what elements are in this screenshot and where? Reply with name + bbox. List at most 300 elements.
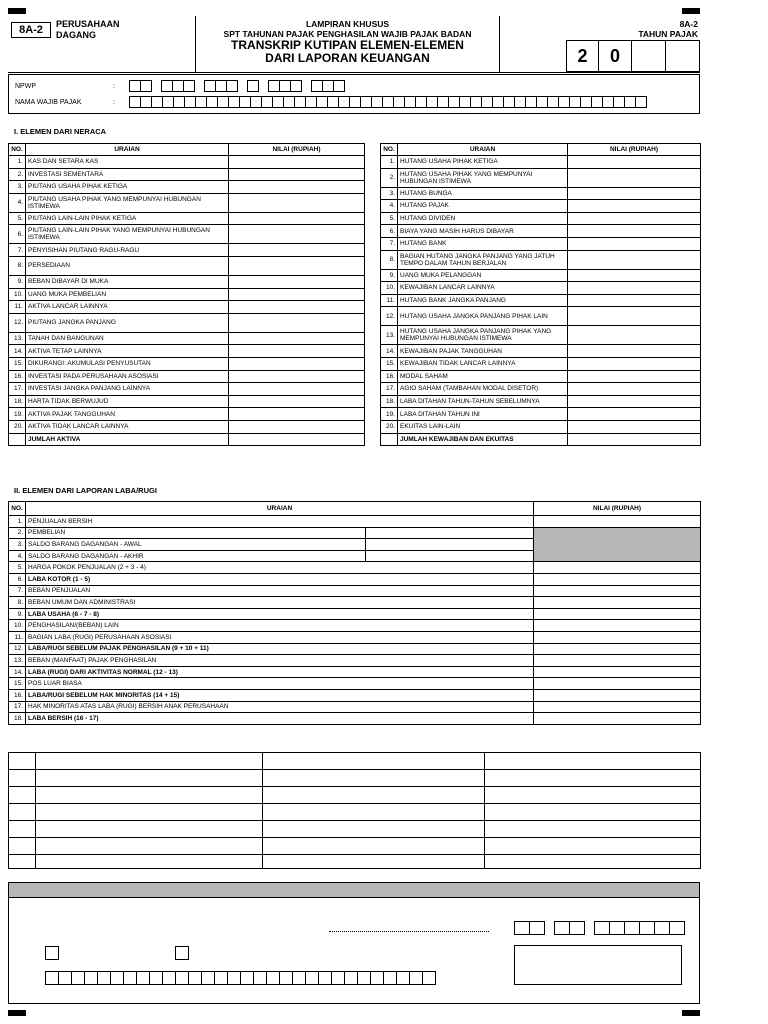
- liabilities-row-number: 3.: [381, 187, 398, 200]
- grid-cell[interactable]: [263, 770, 485, 787]
- income-row-value-input[interactable]: [534, 585, 701, 597]
- income-row-value-input[interactable]: [534, 573, 701, 585]
- declarant-name-char-box-27[interactable]: [383, 971, 397, 985]
- assets-row-label: PIUTANG USAHA PIHAK KETIGA: [26, 181, 229, 194]
- date-digit-box-7[interactable]: [624, 921, 640, 935]
- liabilities-row: [381, 370, 701, 383]
- assets-row-label: PENYISIHAN PIUTANG RAGU-RAGU: [26, 244, 229, 257]
- liabilities-row: [381, 433, 701, 446]
- grid-cell: [9, 753, 36, 770]
- income-row-number: 8.: [9, 597, 26, 609]
- income-row-value-input[interactable]: [534, 631, 701, 643]
- npwp-digit-box-12[interactable]: [290, 80, 302, 92]
- grid-cell[interactable]: [485, 770, 701, 787]
- income-row: [9, 631, 701, 643]
- tax-year-boxes[interactable]: [566, 40, 700, 72]
- income-row-label: BEBAN PENJUALAN: [26, 585, 534, 597]
- income-row: [9, 655, 701, 667]
- grid-row: [9, 821, 701, 838]
- liabilities-row-value-input[interactable]: [568, 156, 701, 169]
- liabilities-row-number: 7.: [381, 237, 398, 250]
- grid-cell[interactable]: [36, 804, 263, 821]
- income-row-value-input[interactable]: [534, 516, 701, 528]
- registration-mark-top-right: [682, 8, 700, 14]
- declarant-name-char-box-20[interactable]: [292, 971, 306, 985]
- grid-cell[interactable]: [263, 804, 485, 821]
- liabilities-row-number: 14.: [381, 345, 398, 358]
- liabilities-row-number: 10.: [381, 282, 398, 295]
- declarant-name-char-box-1[interactable]: [45, 971, 59, 985]
- taxpayer-name-char-box-47[interactable]: [635, 96, 647, 108]
- company-type-line-2: DAGANG: [56, 30, 96, 40]
- assets-row-value-input[interactable]: [229, 301, 365, 314]
- assets-row-label: PERSEDIAAN: [26, 256, 229, 275]
- year-box-4[interactable]: [666, 40, 700, 72]
- declarant-name-char-box-25[interactable]: [357, 971, 371, 985]
- liabilities-row-label: KEWAJIBAN LANCAR LAINNYA: [398, 282, 568, 295]
- year-box-3[interactable]: [632, 40, 666, 72]
- grid-cell[interactable]: [9, 855, 36, 869]
- assets-row-value-input[interactable]: [229, 395, 365, 408]
- income-row-value-input: [534, 539, 701, 551]
- grid-cell[interactable]: [36, 787, 263, 804]
- income-row-number: 10.: [9, 620, 26, 632]
- income-row-label: BEBAN (MANFAAT) PAJAK PENGHASILAN: [26, 655, 534, 667]
- liabilities-row-value-input[interactable]: [568, 282, 701, 295]
- assets-row-value-input[interactable]: [229, 383, 365, 396]
- form-code-right-block: [568, 19, 698, 39]
- income-row-label: HAK MINORITAS ATAS LABA (RUGI) BERSIH ANAK PERUSAHAAN: [26, 701, 534, 713]
- declarant-name-char-box-6[interactable]: [110, 971, 124, 985]
- declarant-name-char-box-13[interactable]: [201, 971, 215, 985]
- liabilities-row-value-input[interactable]: [568, 345, 701, 358]
- income-row-value-input[interactable]: [534, 678, 701, 690]
- place-dotted-line[interactable]: [329, 931, 489, 932]
- assets-row: [9, 156, 365, 169]
- liabilities-row-value-input[interactable]: [568, 433, 701, 446]
- grid-row: [9, 753, 701, 770]
- form-title: [196, 19, 499, 65]
- income-row-value-input[interactable]: [534, 597, 701, 609]
- registration-mark-bottom-right: [682, 1010, 700, 1016]
- liabilities-row: [381, 326, 701, 345]
- assets-row-label: AKTIVA TETAP LAINNYA: [26, 345, 229, 358]
- grid-cell[interactable]: [485, 838, 701, 855]
- assets-row-value-input[interactable]: [229, 408, 365, 421]
- assets-row-number: [9, 433, 26, 446]
- income-row: [9, 550, 701, 562]
- title-line-4: DARI LAPORAN KEUANGAN: [265, 51, 430, 65]
- declarant-name-char-box-16[interactable]: [240, 971, 254, 985]
- declarant-name-char-box-29[interactable]: [409, 971, 423, 985]
- liabilities-row-value-input[interactable]: [568, 370, 701, 383]
- assets-row: [9, 301, 365, 314]
- liabilities-row-value-input[interactable]: [568, 383, 701, 396]
- liabilities-row: [381, 345, 701, 358]
- liabilities-row-label: UANG MUKA PELANGGAN: [398, 269, 568, 282]
- liabilities-row-number: 16.: [381, 370, 398, 383]
- declarant-name-char-box-3[interactable]: [71, 971, 85, 985]
- assets-row-value-input[interactable]: [229, 275, 365, 288]
- income-row-label: BEBAN UMUM DAN ADMINISTRASI: [26, 597, 534, 609]
- declarant-name-char-box-8[interactable]: [136, 971, 150, 985]
- assets-row: [9, 275, 365, 288]
- income-row-label: LABA USAHA (6 - 7 - 8): [26, 608, 534, 620]
- income-row-label: SALDO BARANG DAGANGAN - AKHIR: [26, 550, 366, 562]
- assets-row-value-input[interactable]: [229, 433, 365, 446]
- income-row: [9, 573, 701, 585]
- grid-cell[interactable]: [263, 855, 485, 869]
- liabilities-row: [381, 408, 701, 421]
- income-row-number: 3.: [9, 539, 26, 551]
- date-digit-box-1[interactable]: [514, 921, 530, 935]
- tax-year-label: TAHUN PAJAK: [638, 29, 698, 39]
- assets-row-number: 16.: [9, 370, 26, 383]
- liabilities-row: [381, 282, 701, 295]
- liabilities-row-value-input[interactable]: [568, 395, 701, 408]
- liabilities-row-value-input[interactable]: [568, 225, 701, 238]
- income-row-number: 13.: [9, 655, 26, 667]
- liabilities-row-label: HUTANG USAHA JANGKA PANJANG PIHAK LAIN: [398, 307, 568, 326]
- date-digit-box-6[interactable]: [609, 921, 625, 935]
- declarant-name-char-box-23[interactable]: [331, 971, 345, 985]
- declarant-name-char-box-5[interactable]: [97, 971, 111, 985]
- liabilities-row-number: [381, 433, 398, 446]
- declarant-name-char-box-22[interactable]: [318, 971, 332, 985]
- income-row-label: BAGIAN LABA (RUGI) PERUSAHAAN ASOSIASI: [26, 631, 534, 643]
- assets-row-label: PIUTANG LAIN-LAIN PIHAK KETIGA: [26, 212, 229, 225]
- income-row-value-input[interactable]: [534, 666, 701, 678]
- assets-row: [9, 357, 365, 370]
- grid-cell[interactable]: [9, 838, 36, 855]
- date-digit-box-4[interactable]: [569, 921, 585, 935]
- grid-cell[interactable]: [485, 855, 701, 869]
- income-row: [9, 643, 701, 655]
- declarant-name-char-box-21[interactable]: [305, 971, 319, 985]
- date-digit-box-3[interactable]: [554, 921, 570, 935]
- liabilities-row-value-input[interactable]: [568, 307, 701, 326]
- liabilities-row-label: HUTANG BANK JANGKA PANJANG: [398, 294, 568, 307]
- checkbox-right[interactable]: [175, 946, 189, 960]
- liabilities-row: [381, 307, 701, 326]
- declarant-name-char-box-24[interactable]: [344, 971, 358, 985]
- income-row: [9, 539, 701, 551]
- income-row-number: 2.: [9, 527, 26, 539]
- declarant-name-char-box-4[interactable]: [84, 971, 98, 985]
- liabilities-row-value-input[interactable]: [568, 187, 701, 200]
- liabilities-row-value-input[interactable]: [568, 294, 701, 307]
- income-row: [9, 516, 701, 528]
- declarant-name-char-box-10[interactable]: [162, 971, 176, 985]
- assets-row-label: HARTA TIDAK BERWUJUD: [26, 395, 229, 408]
- liabilities-row-number: 17.: [381, 383, 398, 396]
- liabilities-row-number: 9.: [381, 269, 398, 282]
- assets-col-value: NILAI (RUPIAH): [229, 144, 365, 156]
- assets-row-value-input[interactable]: [229, 244, 365, 257]
- checkbox-left[interactable]: [45, 946, 59, 960]
- declarant-name-char-box-18[interactable]: [266, 971, 280, 985]
- liabilities-row: [381, 225, 701, 238]
- title-line-1: LAMPIRAN KHUSUS: [305, 19, 390, 29]
- declarant-name-char-box-19[interactable]: [279, 971, 293, 985]
- grid-cell[interactable]: [485, 787, 701, 804]
- income-row-value-input[interactable]: [534, 562, 701, 574]
- income-row-sub-value-input[interactable]: [366, 550, 534, 562]
- liabilities-row-number: 19.: [381, 408, 398, 421]
- income-row-number: 12.: [9, 643, 26, 655]
- assets-row-label: AKTIVA LANCAR LAINNYA: [26, 301, 229, 314]
- liabilities-row-value-input[interactable]: [568, 237, 701, 250]
- grid-cell[interactable]: [36, 838, 263, 855]
- declarant-name-char-box-12[interactable]: [188, 971, 202, 985]
- income-row-number: 4.: [9, 550, 26, 562]
- header-divider-right: [499, 16, 500, 72]
- date-digit-box-8[interactable]: [639, 921, 655, 935]
- taxpayer-name-colon: :: [113, 99, 115, 106]
- assets-row-value-input[interactable]: [229, 193, 365, 212]
- liabilities-row: [381, 250, 701, 269]
- grid-row: [9, 838, 701, 855]
- assets-row-value-input[interactable]: [229, 256, 365, 275]
- income-row-sub-value-input[interactable]: [366, 539, 534, 551]
- assets-row-value-input[interactable]: [229, 332, 365, 345]
- income-row-value-input[interactable]: [534, 713, 701, 725]
- liabilities-col-value: NILAI (RUPIAH): [568, 144, 701, 156]
- assets-row: [9, 332, 365, 345]
- assets-row: [9, 193, 365, 212]
- grid-cell[interactable]: [36, 770, 263, 787]
- income-row-value-input[interactable]: [534, 620, 701, 632]
- assets-row-value-input[interactable]: [229, 420, 365, 433]
- grid-cell[interactable]: [36, 855, 263, 869]
- declarant-name-char-box-15[interactable]: [227, 971, 241, 985]
- income-row-label: PENGHASILAN/(BEBAN) LAIN: [26, 620, 534, 632]
- assets-row-number: 2.: [9, 168, 26, 181]
- taxpayer-name-label: NAMA WAJIB PAJAK: [15, 99, 82, 106]
- assets-row-label: INVESTASI SEMENTARA: [26, 168, 229, 181]
- liabilities-row-number: 11.: [381, 294, 398, 307]
- declarant-name-char-box-30[interactable]: [422, 971, 436, 985]
- income-row-sub-value-input[interactable]: [366, 527, 534, 539]
- liabilities-row: [381, 237, 701, 250]
- assets-row: [9, 181, 365, 194]
- declarant-name-char-box-14[interactable]: [214, 971, 228, 985]
- assets-row-number: 10.: [9, 288, 26, 301]
- npwp-digit-box-9[interactable]: [247, 80, 259, 92]
- npwp-colon: :: [113, 83, 115, 90]
- assets-row-label: INVESTASI JANGKA PANJANG LAINNYA: [26, 383, 229, 396]
- assets-row-number: 12.: [9, 313, 26, 332]
- liabilities-row-number: 6.: [381, 225, 398, 238]
- assets-row-value-input[interactable]: [229, 168, 365, 181]
- liabilities-row-value-input[interactable]: [568, 420, 701, 433]
- liabilities-row-value-input[interactable]: [568, 200, 701, 213]
- income-row-value-input[interactable]: [534, 643, 701, 655]
- npwp-digit-box-8[interactable]: [226, 80, 238, 92]
- income-row: [9, 666, 701, 678]
- income-row: [9, 585, 701, 597]
- assets-row: [9, 408, 365, 421]
- income-row-label: LABA KOTOR (1 - 5): [26, 573, 534, 585]
- liabilities-row: [381, 383, 701, 396]
- grid-cell[interactable]: [263, 838, 485, 855]
- income-row-number: 1.: [9, 516, 26, 528]
- grid-cell[interactable]: [9, 770, 36, 787]
- declarant-name-char-box-26[interactable]: [370, 971, 384, 985]
- income-row: [9, 689, 701, 701]
- liabilities-table: [380, 143, 701, 446]
- year-box-2: 0: [599, 40, 632, 72]
- npwp-digit-box-2[interactable]: [140, 80, 152, 92]
- assets-row: [9, 420, 365, 433]
- income-row: [9, 608, 701, 620]
- assets-row-value-input[interactable]: [229, 181, 365, 194]
- declarant-name-char-box-7[interactable]: [123, 971, 137, 985]
- grid-cell[interactable]: [263, 821, 485, 838]
- income-row-label: HARGA POKOK PENJUALAN (2 + 3 - 4): [26, 562, 534, 574]
- npwp-digit-box-15[interactable]: [333, 80, 345, 92]
- income-row-label: POS LUAR BIASA: [26, 678, 534, 690]
- grid-cell: [263, 753, 485, 770]
- income-row: [9, 620, 701, 632]
- liabilities-row-label: JUMLAH KEWAJIBAN DAN EKUITAS: [398, 433, 568, 446]
- liabilities-row-value-input[interactable]: [568, 250, 701, 269]
- assets-row-value-input[interactable]: [229, 156, 365, 169]
- liabilities-row: [381, 395, 701, 408]
- income-row-label: LABA/RUGI SEBELUM PAJAK PENGHASILAN (9 + 10 + 11): [26, 643, 534, 655]
- liabilities-row-label: KEWAJIBAN TIDAK LANCAR LAINNYA: [398, 357, 568, 370]
- signature-box[interactable]: [514, 945, 682, 985]
- assets-row-value-input[interactable]: [229, 370, 365, 383]
- grid-cell[interactable]: [263, 787, 485, 804]
- grid-row: [9, 804, 701, 821]
- assets-row: [9, 168, 365, 181]
- registration-mark-top-left: [8, 8, 26, 14]
- liabilities-row-number: 4.: [381, 200, 398, 213]
- liabilities-row: [381, 269, 701, 282]
- assets-row-number: 13.: [9, 332, 26, 345]
- declarant-name-char-box-11[interactable]: [175, 971, 189, 985]
- declarant-name-char-box-17[interactable]: [253, 971, 267, 985]
- form-code-right: 8A-2: [679, 19, 698, 29]
- income-row-value-input[interactable]: [534, 655, 701, 667]
- assets-row-value-input[interactable]: [229, 225, 365, 244]
- liabilities-row-value-input[interactable]: [568, 408, 701, 421]
- liabilities-row-label: MODAL SAHAM: [398, 370, 568, 383]
- liabilities-row-number: 18.: [381, 395, 398, 408]
- assets-row: [9, 433, 365, 446]
- assets-row-label: BEBAN DIBAYAR DI MUKA: [26, 275, 229, 288]
- date-digit-box-10[interactable]: [669, 921, 685, 935]
- assets-row-label: PIUTANG USAHA PIHAK YANG MEMPUNYAI HUBUNGAN ISTIMEWA: [26, 193, 229, 212]
- liabilities-row: [381, 200, 701, 213]
- grid-cell[interactable]: [9, 787, 36, 804]
- company-type: [56, 19, 120, 41]
- liabilities-row: [381, 294, 701, 307]
- liabilities-row-label: HUTANG USAHA JANGKA PANJANG PIHAK YANG MEMPUNYAI HUBUNGAN ISTIMEWA: [398, 326, 568, 345]
- liabilities-row-value-input[interactable]: [568, 269, 701, 282]
- liabilities-row-value-input[interactable]: [568, 168, 701, 187]
- assets-row-number: 11.: [9, 301, 26, 314]
- npwp-label: NPWP: [15, 83, 36, 90]
- assets-row: [9, 395, 365, 408]
- liabilities-row-label: LABA DITAHAN TAHUN-TAHUN SEBELUMNYA: [398, 395, 568, 408]
- npwp-digit-box-5[interactable]: [183, 80, 195, 92]
- income-row-number: 11.: [9, 631, 26, 643]
- grid-cell[interactable]: [485, 821, 701, 838]
- assets-row-label: INVESTASI PADA PERUSAHAAN ASOSIASI: [26, 370, 229, 383]
- liabilities-row: [381, 420, 701, 433]
- income-row-number: 17.: [9, 701, 26, 713]
- assets-row-value-input[interactable]: [229, 357, 365, 370]
- income-row-number: 5.: [9, 562, 26, 574]
- registration-mark-bottom-left: [8, 1010, 26, 1016]
- income-row-number: 15.: [9, 678, 26, 690]
- declarant-name-char-box-28[interactable]: [396, 971, 410, 985]
- liabilities-row-label: HUTANG BUNGA: [398, 187, 568, 200]
- assets-row-number: 17.: [9, 383, 26, 396]
- grid-cell[interactable]: [36, 821, 263, 838]
- liabilities-row-label: HUTANG DIVIDEN: [398, 212, 568, 225]
- income-row-value-input[interactable]: [534, 701, 701, 713]
- liabilities-row-number: 15.: [381, 357, 398, 370]
- assets-row-label: DIKURANGI: AKUMULASI PENYUSUTAN: [26, 357, 229, 370]
- declaration-box: [8, 882, 700, 1004]
- income-row: [9, 527, 701, 539]
- income-statement-table: [8, 501, 701, 725]
- assets-row-label: PIUTANG JANGKA PANJANG: [26, 313, 229, 332]
- liabilities-row-label: BAGIAN HUTANG JANGKA PANJANG YANG JATUH TEMPO DALAM TAHUN BERJALAN: [398, 250, 568, 269]
- assets-row: [9, 225, 365, 244]
- assets-row: [9, 370, 365, 383]
- liabilities-row-number: 2.: [381, 168, 398, 187]
- assets-row-value-input[interactable]: [229, 345, 365, 358]
- liabilities-col-no: NO.: [381, 144, 398, 156]
- assets-row-label: UANG MUKA PEMBELIAN: [26, 288, 229, 301]
- declarant-name-char-box-2[interactable]: [58, 971, 72, 985]
- assets-row: [9, 345, 365, 358]
- grid-cell[interactable]: [9, 804, 36, 821]
- grid-cell[interactable]: [485, 804, 701, 821]
- declarant-name-char-box-9[interactable]: [149, 971, 163, 985]
- date-digit-box-9[interactable]: [654, 921, 670, 935]
- title-line-2: SPT TAHUNAN PAJAK PENGHASILAN WAJIB PAJAK BADAN: [223, 29, 472, 39]
- date-digit-box-5[interactable]: [594, 921, 610, 935]
- income-row-label: LABA/RUGI SEBELUM HAK MINORITAS (14 + 15): [26, 689, 534, 701]
- income-row-label: PENJUALAN BERSIH: [26, 516, 534, 528]
- income-row-value-input[interactable]: [534, 608, 701, 620]
- assets-row-value-input[interactable]: [229, 288, 365, 301]
- liabilities-row-value-input[interactable]: [568, 212, 701, 225]
- income-row-number: 14.: [9, 666, 26, 678]
- assets-row-value-input[interactable]: [229, 212, 365, 225]
- income-row-label: LABA BERSIH (16 - 17): [26, 713, 534, 725]
- income-row: [9, 713, 701, 725]
- assets-row: [9, 383, 365, 396]
- date-digit-box-2[interactable]: [529, 921, 545, 935]
- income-row-value-input[interactable]: [534, 689, 701, 701]
- liabilities-row-number: 20.: [381, 420, 398, 433]
- liabilities-row-value-input[interactable]: [568, 357, 701, 370]
- assets-row-value-input[interactable]: [229, 313, 365, 332]
- income-row-value-input: [534, 527, 701, 539]
- liabilities-row-label: EKUITAS LAIN-LAIN: [398, 420, 568, 433]
- liabilities-row: [381, 187, 701, 200]
- liabilities-row-value-input[interactable]: [568, 326, 701, 345]
- empty-grid-table: [8, 752, 701, 869]
- grid-cell[interactable]: [9, 821, 36, 838]
- grid-row: [9, 770, 701, 787]
